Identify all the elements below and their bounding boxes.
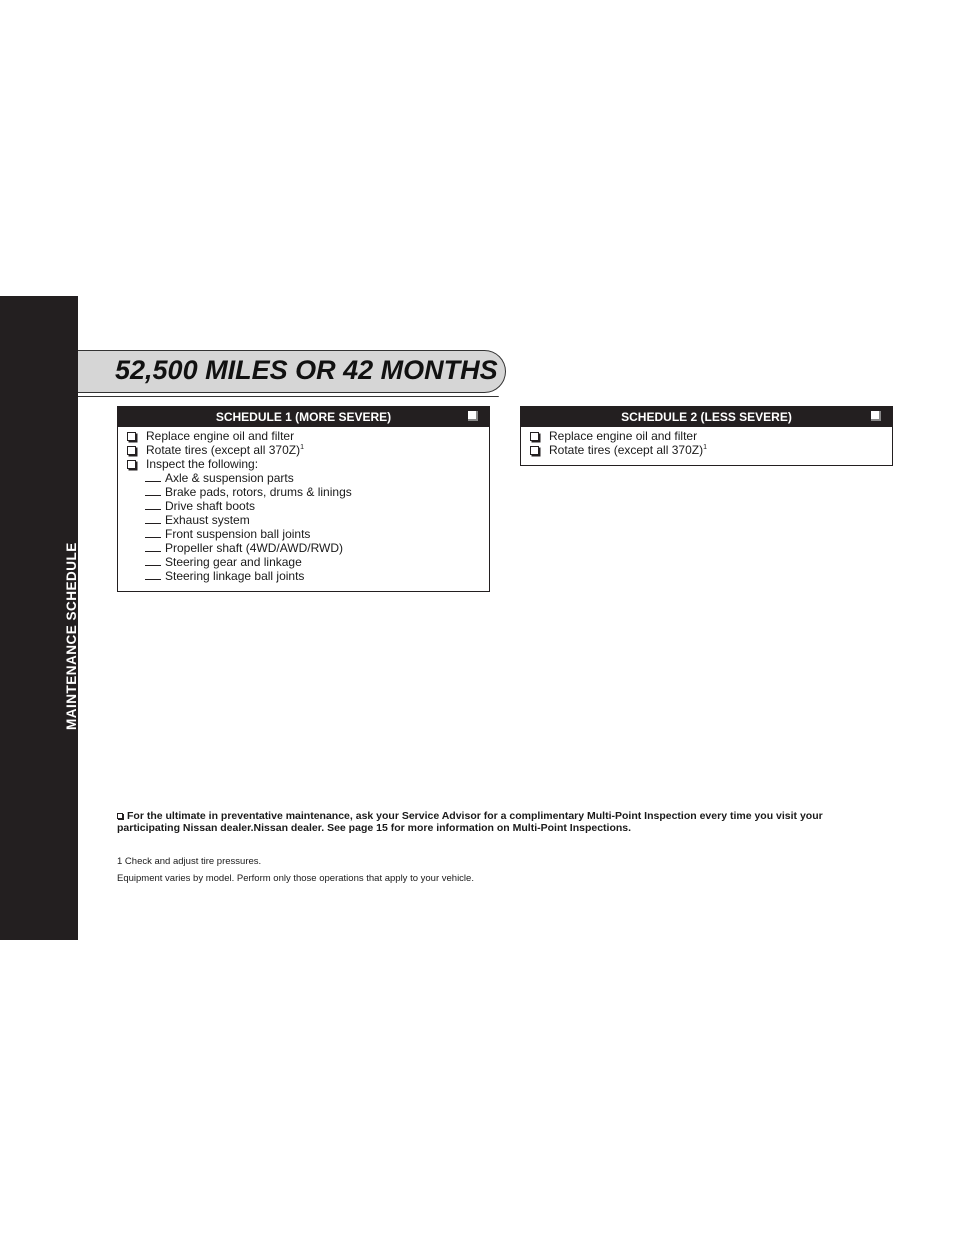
check-blank[interactable] (145, 471, 161, 482)
list-item: Rotate tires (except all 370Z)$^1$ (127, 443, 489, 457)
list-item: Replace engine oil and filter (530, 429, 892, 443)
list-item: Drive shaft boots (145, 499, 489, 513)
checkbox-icon[interactable] (530, 446, 539, 455)
check-blank[interactable] (145, 499, 161, 510)
checkbox-icon[interactable] (127, 446, 136, 455)
section-label: MAINTENANCE SCHEDULE (64, 542, 79, 730)
schedule-checkbox-icon[interactable] (871, 411, 881, 421)
check-blank[interactable] (145, 513, 161, 524)
schedule-2-box (520, 406, 893, 466)
list-item: Steering gear and linkage (145, 555, 489, 569)
list-item: Inspect the following: (127, 457, 489, 471)
list-item: Rotate tires (except all 370Z)$^1$ (530, 443, 892, 457)
inspection-note: For the ultimate in preventative maintenance, ask your Service Advisor for a complimentary Multi-Point Inspection every time you visit your participating Nissan dealer.Nissan dealer. See page 15 for more information on Multi-Point Inspections. (117, 810, 823, 834)
check-blank[interactable] (145, 569, 161, 580)
checkbox-icon[interactable] (127, 432, 136, 441)
list-item: Propeller shaft (4WD/AWD/RWD) (145, 541, 489, 555)
check-blank[interactable] (145, 555, 161, 566)
list-item: Axle & suspension parts (145, 471, 489, 485)
list-item: Front suspension ball joints (145, 527, 489, 541)
footnote: 1 Check and adjust tire pressures. (117, 856, 262, 867)
schedule-1-items (118, 427, 489, 471)
schedule-1-title: SCHEDULE 1 (MORE SEVERE) (215, 410, 392, 424)
checkbox-icon[interactable] (127, 460, 136, 469)
footnote-marker: 1 (703, 444, 707, 451)
check-blank[interactable] (145, 485, 161, 496)
schedule-1-box (117, 406, 490, 592)
page-title: 52,500 MILES OR 42 MONTHS (115, 355, 498, 385)
schedule-1-header (118, 407, 489, 427)
page-number: 34 (31, 1166, 47, 1182)
list-item: Brake pads, rotors, drums & linings (145, 485, 489, 499)
check-blank[interactable] (145, 527, 161, 538)
list-item: Replace engine oil and filter (127, 429, 489, 443)
list-item: Exhaust system (145, 513, 489, 527)
inspection-sub-items (118, 471, 489, 583)
schedule-2-title: SCHEDULE 2 (LESS SEVERE) (621, 410, 792, 424)
checkbox-icon[interactable] (530, 432, 539, 441)
schedule-2-header (521, 407, 892, 427)
schedule-2-items (521, 427, 892, 457)
check-blank[interactable] (145, 541, 161, 552)
list-item: Steering linkage ball joints (145, 569, 489, 583)
equipment-note: Equipment varies by model. Perform only those operations that apply to your vehicle. (117, 873, 474, 884)
footnote-marker: 1 (300, 444, 304, 451)
title-banner (78, 350, 506, 393)
checkbox-bullet-icon (117, 813, 123, 819)
schedule-checkbox-icon[interactable] (468, 411, 478, 421)
